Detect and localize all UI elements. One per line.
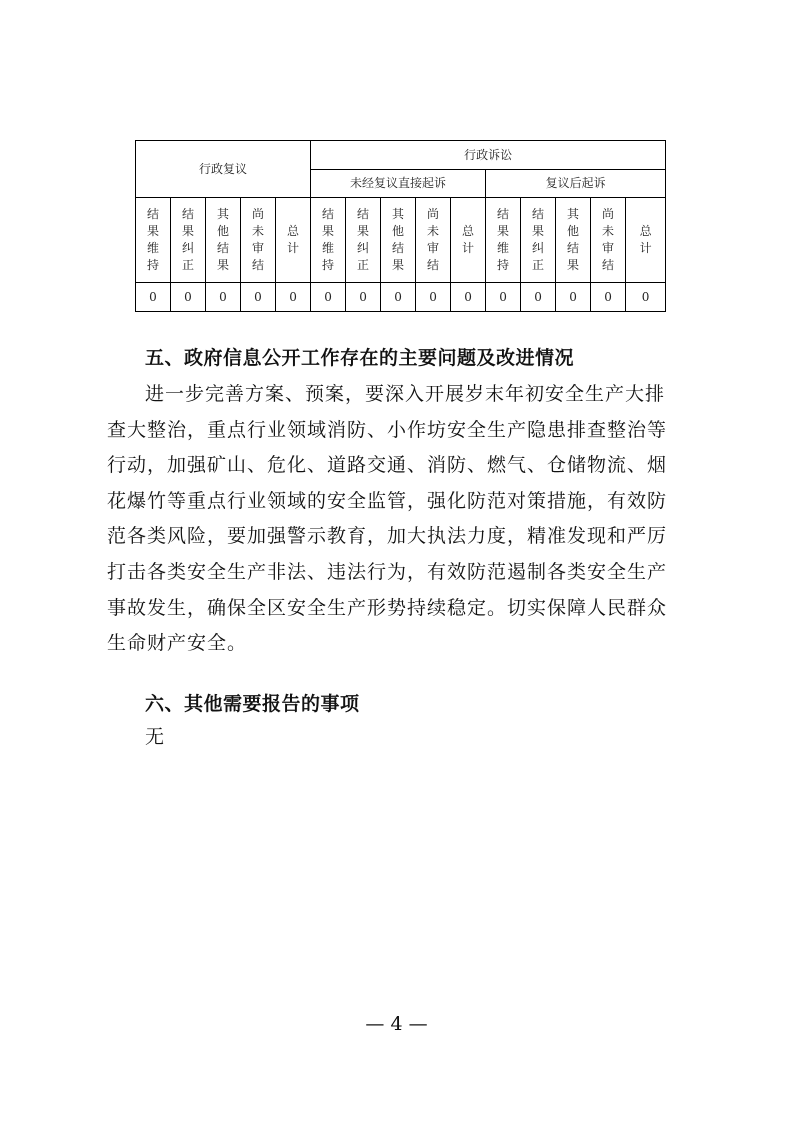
col-corrected: 结 果 纠 正 <box>171 198 206 283</box>
paragraph-line: 花爆竹等重点行业领域的安全监管，强化防范对策措施，有效防 <box>107 489 668 512</box>
table-row <box>136 283 666 312</box>
table-cell: 0 <box>206 283 241 312</box>
header-admin-litigation: 行政诉讼 <box>311 141 666 170</box>
col-total: 总 计 <box>276 198 311 283</box>
table-cell: 0 <box>521 283 556 312</box>
section-5-heading: 五、政府信息公开工作存在的主要问题及改进情况 <box>145 347 575 369</box>
section-6-heading: 六、其他需要报告的事项 <box>145 693 360 715</box>
col-upheld: 结 果 维 持 <box>311 198 346 283</box>
paragraph-line: 行动，加强矿山、危化、道路交通、消防、燃气、仓储物流、烟 <box>107 454 668 477</box>
table-cell: 0 <box>311 283 346 312</box>
header-direct-litigation: 未经复议直接起诉 <box>311 170 486 198</box>
table-cell: 0 <box>171 283 206 312</box>
col-upheld: 结 果 维 持 <box>486 198 521 283</box>
table-cell: 0 <box>556 283 591 312</box>
table-cell: 0 <box>136 283 171 312</box>
column-header-row <box>136 198 666 283</box>
col-other: 其 他 结 果 <box>381 198 416 283</box>
col-corrected: 结 果 纠 正 <box>521 198 556 283</box>
header-admin-review: 行政复议 <box>136 141 311 198</box>
table-cell: 0 <box>346 283 381 312</box>
table-cell: 0 <box>591 283 626 312</box>
paragraph-line: 生命财产安全。 <box>107 632 248 655</box>
col-total: 总 计 <box>626 198 666 283</box>
section-6-body: 无 <box>145 726 166 748</box>
section-5-paragraph <box>107 377 668 662</box>
paragraph-line: 范各类风险，要加强警示教育，加大执法力度，精准发现和严厉 <box>107 525 668 548</box>
paragraph-line: 进一步完善方案、预案，要深入开展岁末年初安全生产大排 <box>145 383 666 405</box>
table-cell: 0 <box>381 283 416 312</box>
table-cell: 0 <box>276 283 311 312</box>
table-cell: 0 <box>626 283 666 312</box>
col-other: 其 他 结 果 <box>556 198 591 283</box>
table-cell: 0 <box>451 283 486 312</box>
table-cell: 0 <box>241 283 276 312</box>
paragraph-line: 事故发生，确保全区安全生产形势持续稳定。切实保障人民群众 <box>107 596 668 619</box>
col-upheld: 结 果 维 持 <box>136 198 171 283</box>
header-after-review-litigation: 复议后起诉 <box>486 170 666 198</box>
col-total: 总 计 <box>451 198 486 283</box>
col-pending: 尚 未 审 结 <box>591 198 626 283</box>
table-cell: 0 <box>486 283 521 312</box>
col-other: 其 他 结 果 <box>206 198 241 283</box>
table-cell: 0 <box>416 283 451 312</box>
col-corrected: 结 果 纠 正 <box>346 198 381 283</box>
page-number: — 4 — <box>365 1013 428 1035</box>
paragraph-line: 打击各类安全生产非法、违法行为，有效防范遏制各类安全生产 <box>107 560 668 583</box>
col-pending: 尚 未 审 结 <box>241 198 276 283</box>
paragraph-line: 查大整治，重点行业领域消防、小作坊安全生产隐患排查整治等 <box>107 418 668 441</box>
litigation-statistics-table <box>135 140 666 312</box>
col-pending: 尚 未 审 结 <box>416 198 451 283</box>
